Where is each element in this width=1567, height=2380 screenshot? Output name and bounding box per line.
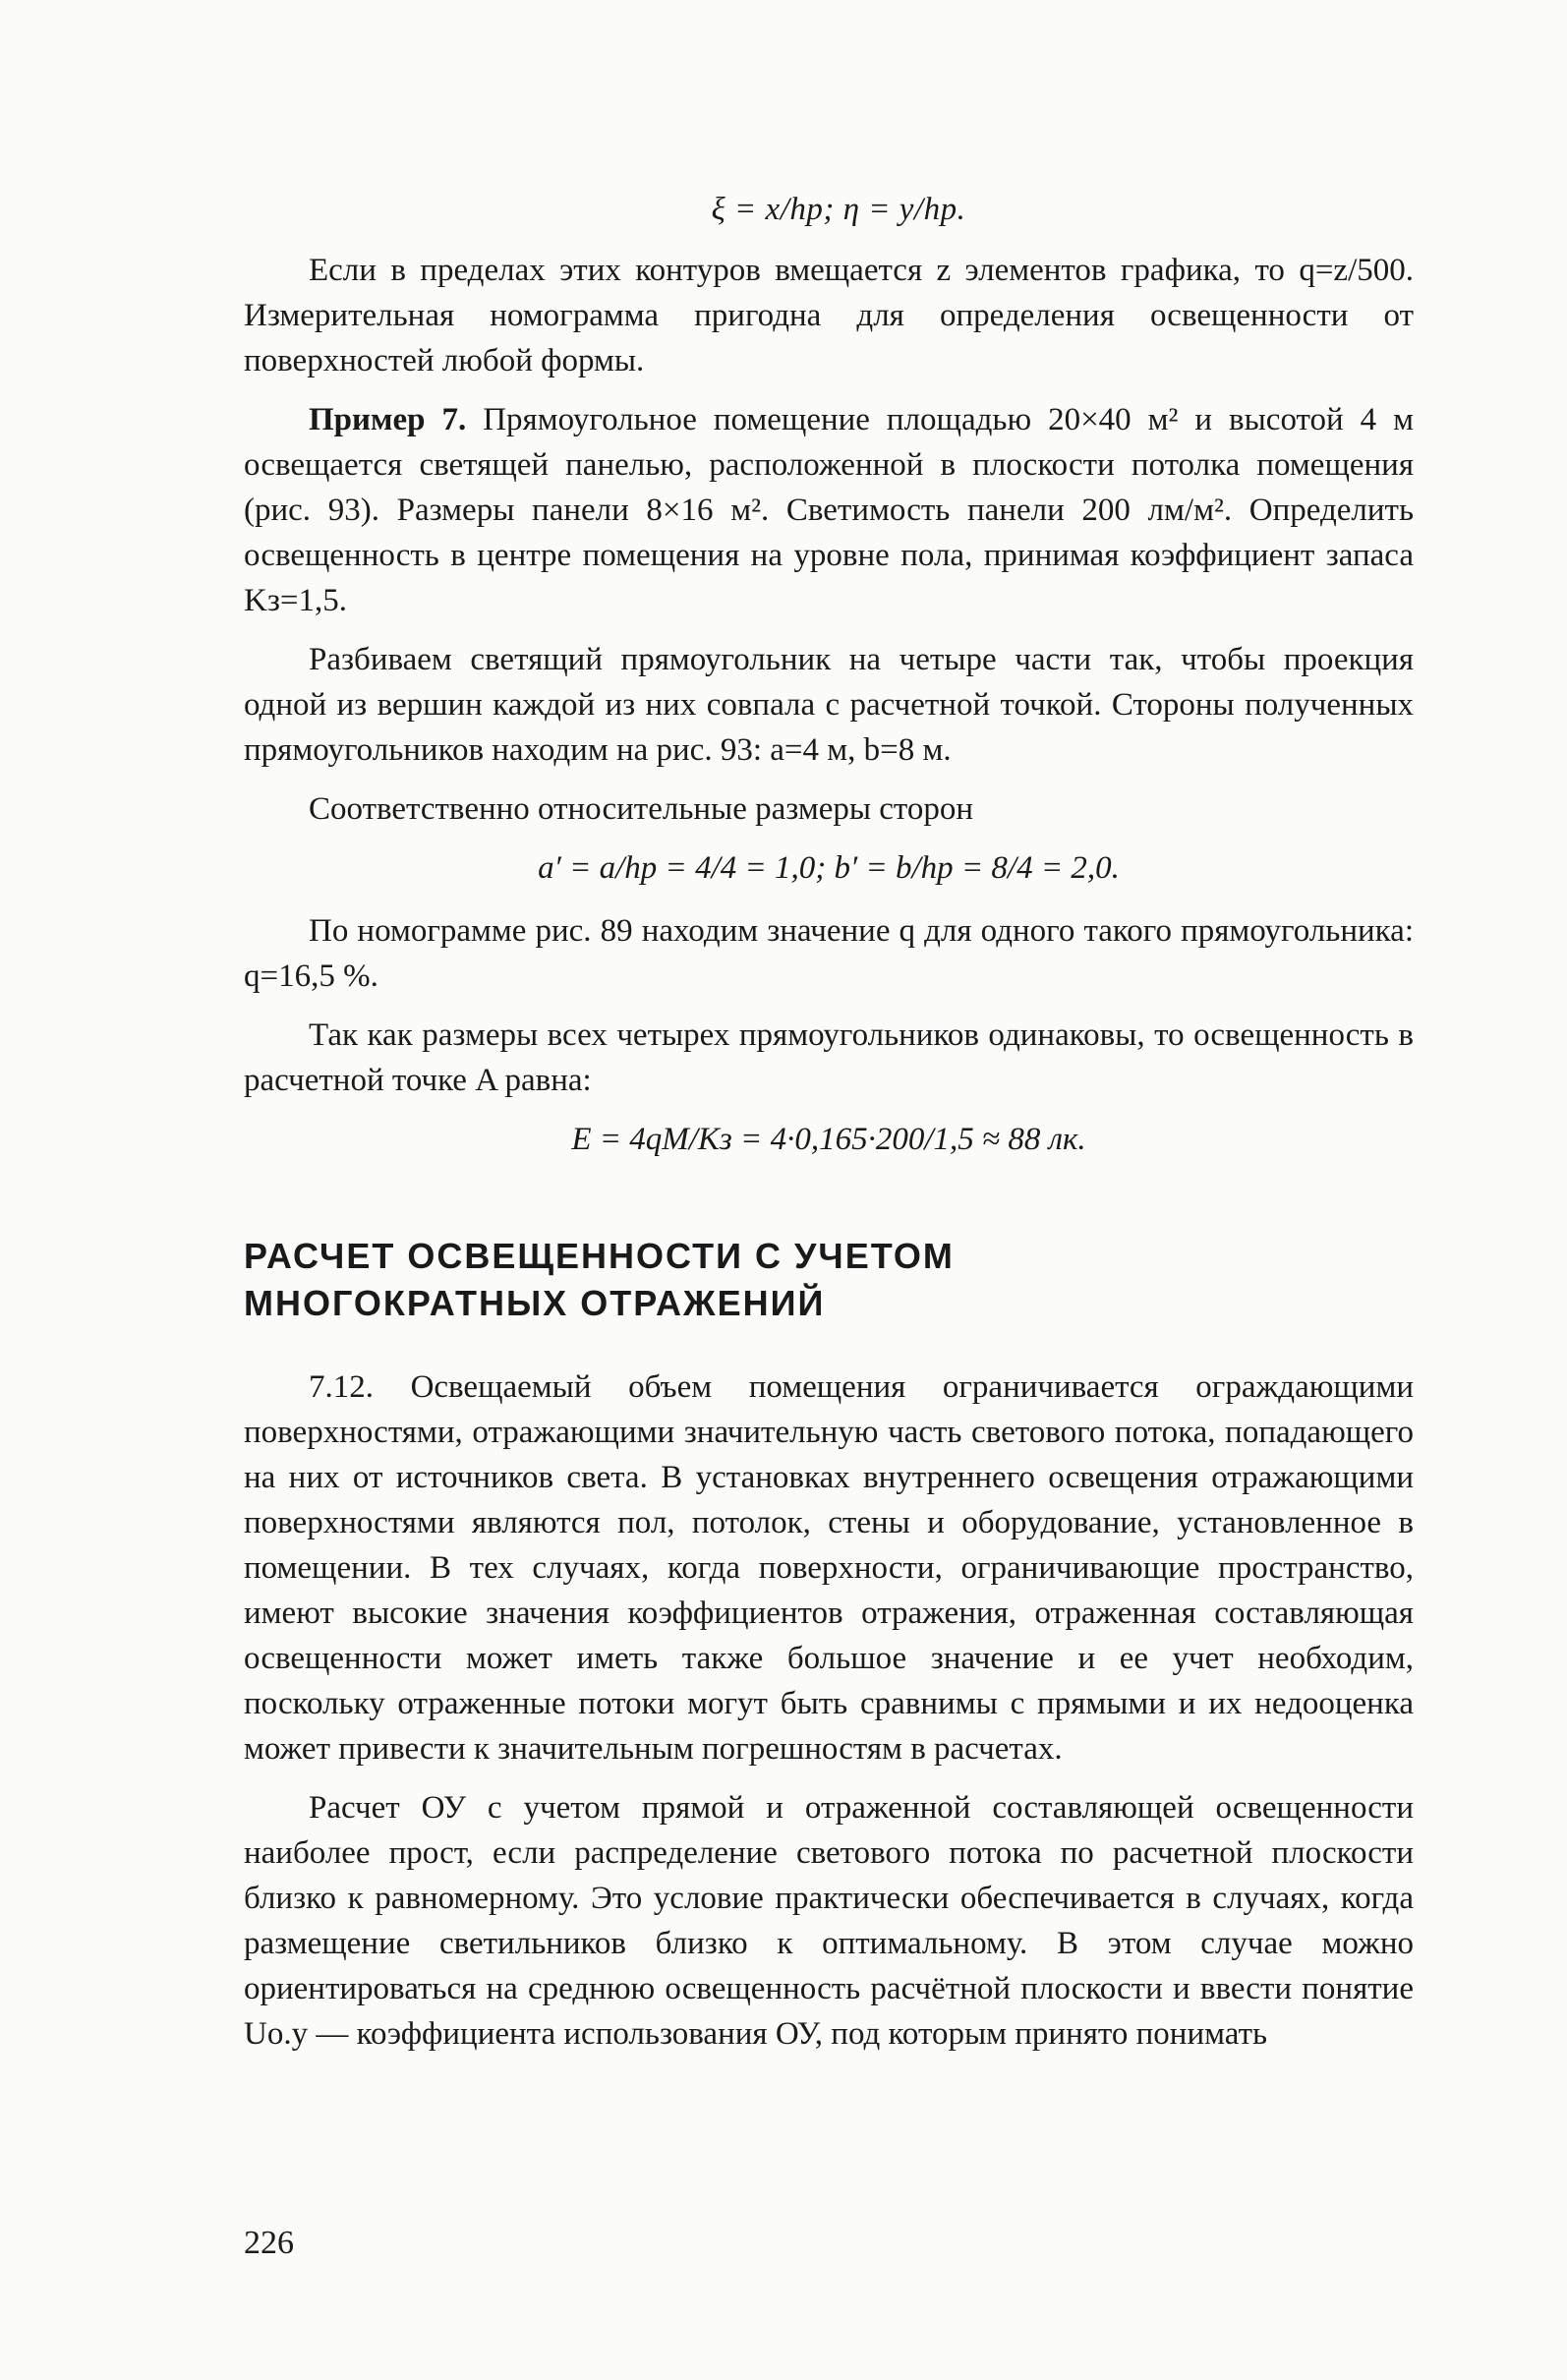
page-content xyxy=(244,187,1414,2070)
paragraph-example-7 xyxy=(244,397,1414,623)
paragraph-relative-sizes: Соответственно относительные размеры сторон xyxy=(309,791,974,827)
paragraph-7-12-text: Освещаемый объем помещения ограничивается ограждающими поверхностями, отражающими значительную часть светового потока, попадающего на них от источников света. В установках внутреннего освещения отражающими поверхностями являются пол, потолок, стены и оборудование, установленное в помещении. В тех случаях, когда поверхности, ограничивающие пространство, имеют высокие значения коэффициентов отражения, отраженная составляющая освещенности может иметь также большое значение и ее учет необходим, поскольку отраженные потоки могут быть сравнимы с прямыми и их недооценка может привести к значительным погрешностям в расчетах. xyxy=(244,1369,1414,1767)
example-label: Пример 7. xyxy=(309,402,467,437)
section-heading-line-1: РАСЧЕТ ОСВЕЩЕННОСТИ С УЧЕТОМ xyxy=(244,1236,955,1276)
paragraph-illuminance-intro: Так как размеры всех четырех прямоугольников одинаковы, то освещенность в расчетной точке A равна: xyxy=(244,1017,1414,1098)
section-number: 7.12. xyxy=(309,1369,374,1405)
formula-relative-sides: a′ = a/hр = 4/4 = 1,0; b′ = b/hр = 8/4 = 2,0. xyxy=(538,850,1120,886)
section-heading xyxy=(244,1233,1414,1327)
formula-relative-coordinates: ξ = x/hр; η = y/hр. xyxy=(711,192,966,227)
paragraph-utilization-coefficient: Расчет ОУ с учетом прямой и отраженной составляющей освещенности наиболее прост, если распределение светового потока по расчетной плоскости близко к равномерному. Это условие практически обеспечивается в случаях, когда размещение светильников близко к оптимальному. В этом случае можно ориентироваться на среднюю освещенность расчётной плоскости и ввести понятие Uо.у — коэффициента использования ОУ, под которым принято понимать xyxy=(244,1790,1414,2052)
section-heading-line-2: МНОГОКРАТНЫХ ОТРАЖЕНИЙ xyxy=(244,1283,826,1323)
example-text: Прямоугольное помещение площадью 20×40 м² и высотой 4 м освещается светящей панелью, расположенной в плоскости потолка помещения (рис. 93). Размеры панели 8×16 м². Светимость панели 200 лм/м². Определить освещенность в центре помещения на уровне пола, принимая коэффициент запаса Kз=1,5. xyxy=(244,402,1415,618)
paragraph-7-12 xyxy=(244,1364,1414,1771)
page-number: 226 xyxy=(244,2225,294,2261)
formula-illuminance: E = 4qM/Kз = 4·0,165·200/1,5 ≈ 88 лк. xyxy=(571,1122,1086,1157)
paragraph-split-rectangle: Разбиваем светящий прямоугольник на четыре части так, чтобы проекция одной из вершин каждой из них совпала с расчетной точкой. Стороны полученных прямоугольников находим на рис. 93: a=4 м, b=8 м. xyxy=(244,642,1414,768)
paragraph-nomogram-note: Если в пределах этих контуров вмещается z элементов графика, то q=z/500. Измерительная номограмма пригодна для определения освещенности от поверхностей любой формы. xyxy=(244,253,1414,378)
paragraph-nomogram-value: По номограмме рис. 89 находим значение q для одного такого прямоугольника: q=16,5 %. xyxy=(244,913,1414,994)
